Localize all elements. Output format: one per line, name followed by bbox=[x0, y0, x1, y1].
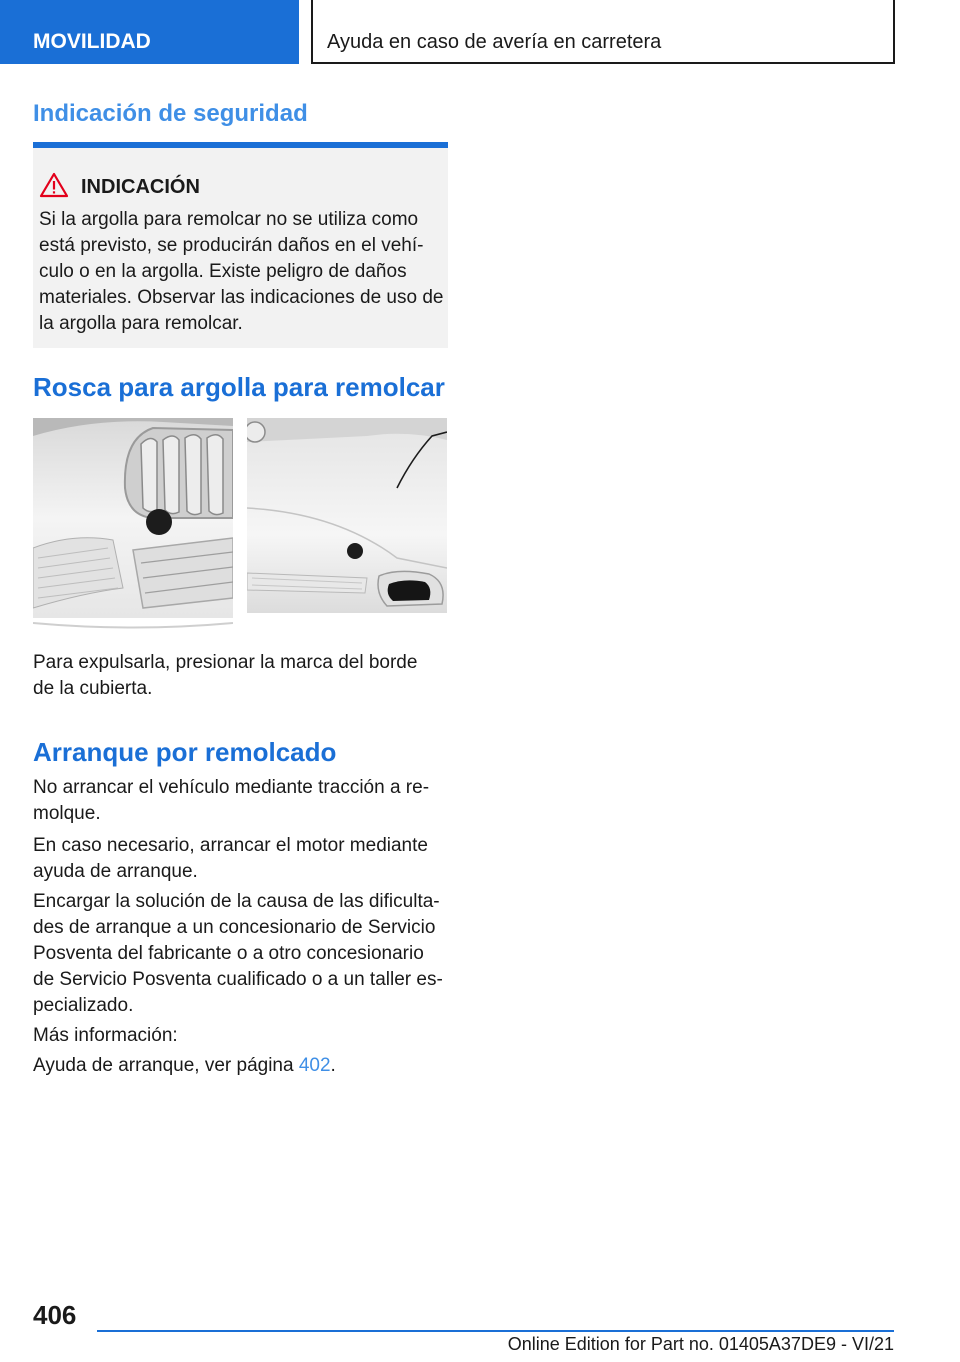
footer-divider bbox=[97, 1330, 894, 1332]
rear-bumper-illustration bbox=[247, 418, 447, 634]
page-link-402[interactable]: 402 bbox=[298, 1055, 331, 1076]
thread-heading: Rosca para argolla para remolcar bbox=[33, 372, 445, 402]
jump-start-reference-end: . bbox=[330, 1055, 336, 1076]
header-section-tab bbox=[0, 0, 299, 64]
safety-heading: Indicación de seguridad bbox=[33, 100, 308, 127]
header-chapter-label: Ayuda en caso de avería en carretera bbox=[327, 31, 662, 53]
jump-start-reference-text: Ayuda de arranque, ver página bbox=[33, 1055, 299, 1076]
jump-start-reference bbox=[33, 1053, 443, 1079]
header-chapter bbox=[311, 0, 895, 64]
warning-triangle-icon bbox=[39, 172, 69, 203]
header-section-label: MOVILIDAD bbox=[33, 30, 151, 53]
footer-edition: Online Edition for Part no. 01405A37DE9 - VI/21 bbox=[507, 1334, 894, 1354]
tow-start-paragraph-3: Encargar la solución de la causa de las dificultades de arranque a un concesionario de Servicio Posventa del fabricante o a otro concesionario de Servicio Posventa cualificado o a un taller especializado. bbox=[33, 891, 443, 1016]
notice-text: Si la argolla para remolcar no se utiliza como está previsto, se producirán daños en el vehículo o en la argolla. Existe peligro de daños materiales. Observar las indicaciones de uso de la argolla para remolcar. bbox=[39, 209, 444, 334]
page-number: 406 bbox=[33, 1300, 77, 1330]
tow-start-paragraph-1: No arrancar el vehículo mediante tracción a remolque. bbox=[33, 777, 430, 824]
tow-start-heading: Arranque por remolcado bbox=[33, 737, 337, 767]
notice-box bbox=[33, 142, 448, 348]
more-info-label: Más información: bbox=[33, 1025, 178, 1046]
notice-header bbox=[39, 173, 200, 201]
notice-title: INDICACIÓN bbox=[81, 175, 200, 198]
thread-caption: Para expulsarla, presionar la marca del borde de la cubierta. bbox=[33, 652, 418, 699]
front-bumper-illustration bbox=[33, 418, 233, 634]
tow-start-paragraph-2: En caso necesario, arrancar el motor mediante ayuda de arranque. bbox=[33, 835, 428, 882]
